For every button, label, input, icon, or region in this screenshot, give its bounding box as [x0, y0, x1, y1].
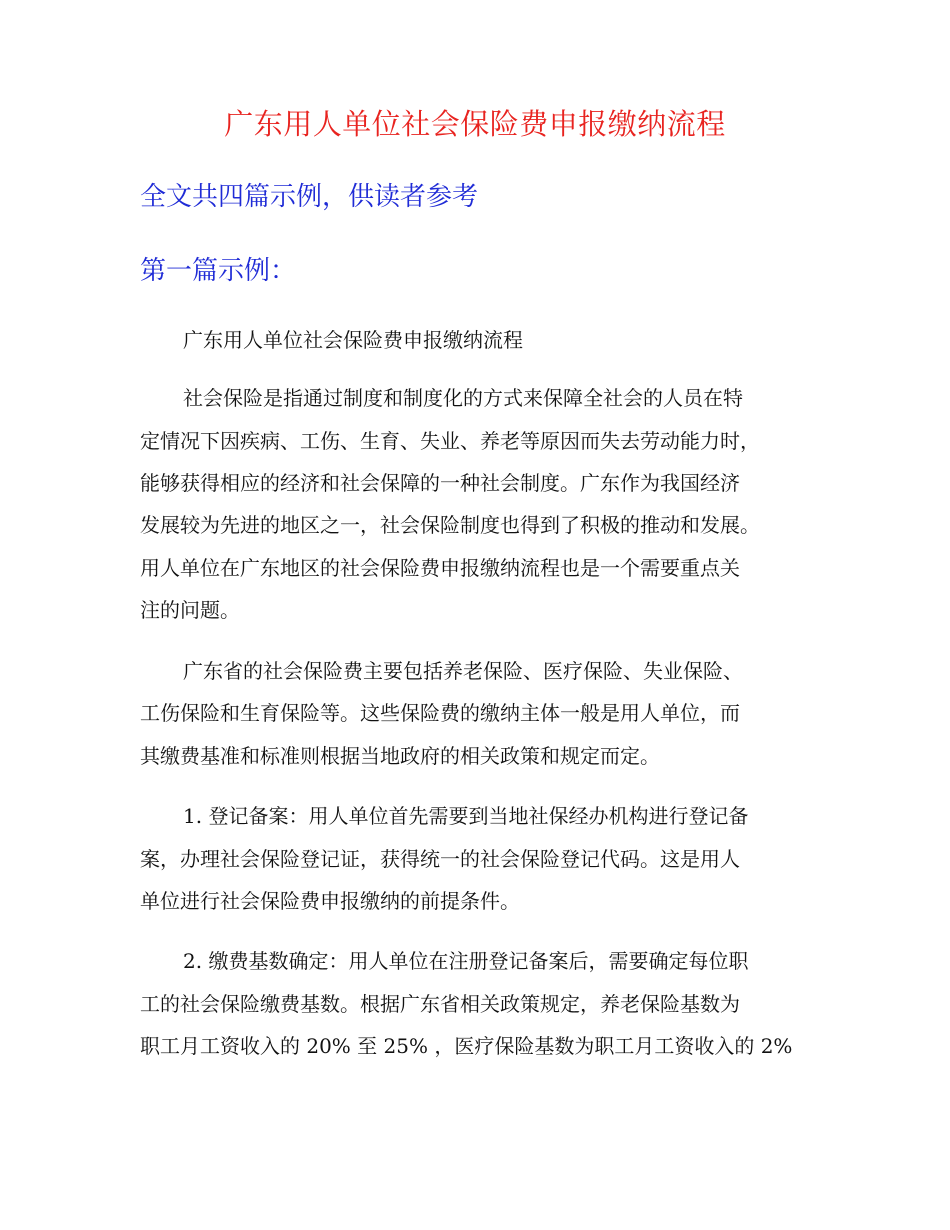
paragraph-line: 定情况下因疾病、工伤、生育、失业、养老等原因而失去劳动能力时， [140, 429, 760, 453]
paragraph-line: 注的问题。 [140, 598, 240, 622]
paragraph-line: 职工月工资收入的 20% 至 25% ，医疗保险基数为职工月工资收入的 2% [140, 1034, 793, 1058]
paragraph-line: 工伤保险和生育保险等。这些保险费的缴纳主体一般是用人单位，而 [140, 701, 740, 725]
document-subtitle: 全文共四篇示例，供读者参考 [140, 182, 479, 212]
paragraph-line: 社会保险是指通过制度和制度化的方式来保障全社会的人员在特 [183, 386, 743, 410]
paragraph-line: 单位进行社会保险费申报缴纳的前提条件。 [140, 889, 520, 913]
paragraph-line: 其缴费基准和标准则根据当地政府的相关政策和规定而定。 [140, 744, 660, 768]
paragraph-line: 用人单位在广东地区的社会保险费申报缴纳流程也是一个需要重点关 [140, 556, 740, 580]
paragraph-line: 广东省的社会保险费主要包括养老保险、医疗保险、失业保险、 [183, 659, 743, 683]
paragraph-line: 1. 登记备案：用人单位首先需要到当地社保经办机构进行登记备 [183, 804, 749, 828]
document-title: 广东用人单位社会保险费申报缴纳流程 [224, 107, 726, 141]
paragraph-line: 能够获得相应的经济和社会保障的一种社会制度。广东作为我国经济 [140, 471, 740, 495]
paragraph-line: 工的社会保险缴费基数。根据广东省相关政策规定，养老保险基数为 [140, 992, 740, 1016]
paragraph-line: 2. 缴费基数确定：用人单位在注册登记备案后，需要确定每位职 [183, 949, 749, 973]
example-heading: 第一篇示例： [140, 256, 297, 286]
paragraph-line: 发展较为先进的地区之一，社会保险制度也得到了积极的推动和发展。 [140, 513, 760, 537]
paragraph-line: 案，办理社会保险登记证，获得统一的社会保险登记代码。这是用人 [140, 847, 740, 871]
inner-title: 广东用人单位社会保险费申报缴纳流程 [183, 328, 523, 352]
